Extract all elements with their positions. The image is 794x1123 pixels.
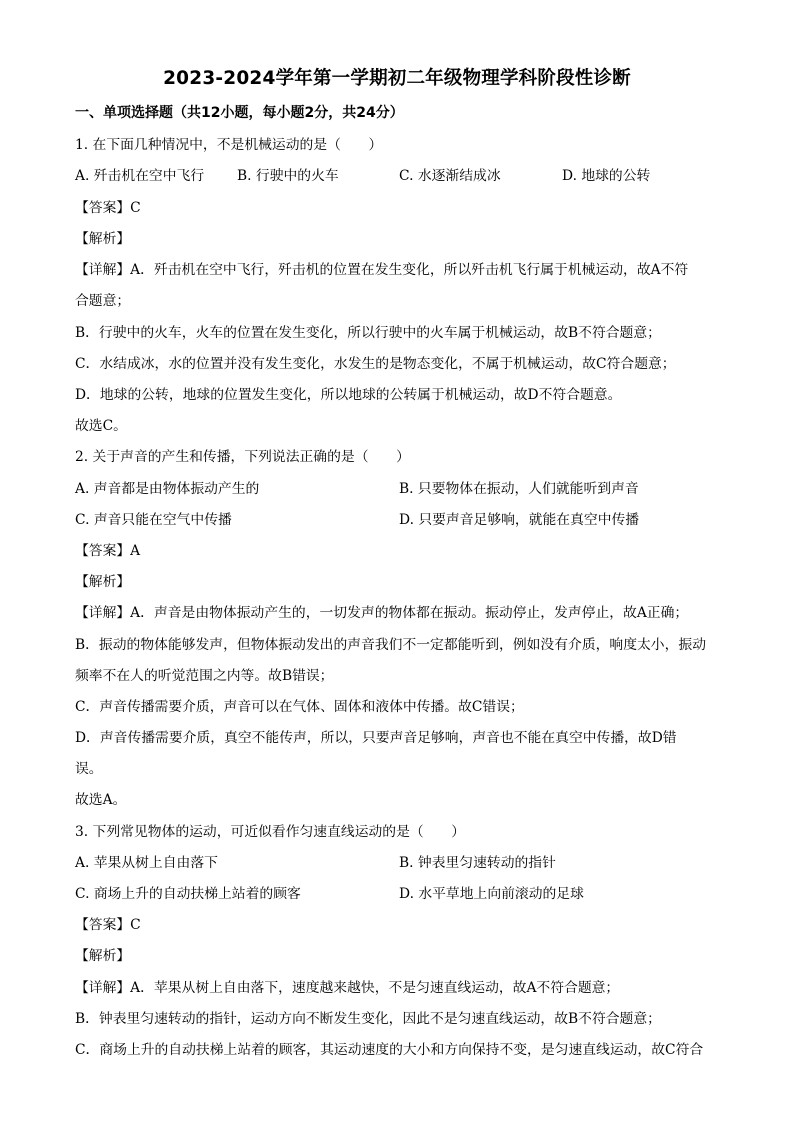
q3-option-b: B. 钟表里匀速转动的指针 [399,855,556,871]
q2-detail-line: 【详解】A．声音是由物体振动产生的，一切发声的物体都在振动。振动停止，发声停止，故A正确； [75,605,689,621]
question-1-stem: 1. 在下面几种情况中，不是机械运动的是（ ） [75,137,383,153]
q1-detail-line: 故选C。 [75,418,127,434]
q2-option-a: A. 声音都是由物体振动产生的 [75,481,260,497]
q2-option-b: B. 只要物体在振动，人们就能听到声音 [399,481,639,497]
q1-option-c: C. 水逐渐结成冰 [399,168,501,184]
q2-detail-line: B．振动的物体能够发声，但物体振动发出的声音我们不一定都能听到，例如没有介质，响度太小，振动 [75,637,706,653]
section-heading: 一、单项选择题（共12小题，每小题2分，共24分） [75,105,404,121]
q2-detail-line: 误。 [75,761,103,777]
q3-option-d: D. 水平草地上向前滚动的足球 [399,886,584,902]
q2-detail-line: 频率不在人的听觉范围之内等。故B错误； [75,668,334,684]
q3-option-c: C. 商场上升的自动扶梯上站着的顾客 [75,886,301,902]
q1-option-b: B. 行驶中的火车 [237,168,339,184]
q1-detail-line: D．地球的公转，地球的位置发生变化，所以地球的公转属于机械运动，故D不符合题意。 [75,387,622,403]
q3-answer: 【答案】C [75,917,141,933]
q3-detail-line: B．钟表里匀速转动的指针，运动方向不断发生变化，因此不是匀速直线运动，故B不符合题意； [75,1011,661,1027]
q1-detail-line: C．水结成冰，水的位置并没有发生变化，水发生的是物态变化，不属于机械运动，故C符合题意； [75,356,676,372]
q3-analysis-label: 【解析】 [75,948,131,964]
q2-answer: 【答案】A [75,543,141,559]
q3-detail-line: 【详解】A．苹果从树上自由落下，速度越来越快，不是匀速直线运动，故A不符合题意； [75,980,620,996]
q2-option-d: D. 只要声音足够响，就能在真空中传播 [399,512,640,528]
q3-option-a: A. 苹果从树上自由落下 [75,855,218,871]
q2-analysis-label: 【解析】 [75,574,131,590]
q1-option-d: D. 地球的公转 [562,168,651,184]
q1-detail-line: 【详解】A．歼击机在空中飞行，歼击机的位置在发生变化，所以歼击机飞行属于机械运动，故A不符 [75,262,689,278]
question-2-stem: 2. 关于声音的产生和传播，下列说法正确的是（ ） [75,449,410,465]
q2-detail-line: D．声音传播需要介质，真空不能传声，所以，只要声音足够响，声音也不能在真空中传播，故D错 [75,730,677,746]
q1-analysis-label: 【解析】 [75,231,131,247]
q2-detail-line: 故选A。 [75,792,127,808]
q1-detail-line: 合题意； [75,293,131,309]
q1-detail-line: B．行驶中的火车，火车的位置在发生变化，所以行驶中的火车属于机械运动，故B不符合题意； [75,325,661,341]
q1-answer: 【答案】C [75,200,141,216]
question-3-stem: 3. 下列常见物体的运动，可近似看作匀速直线运动的是（ ） [75,824,466,840]
q2-detail-line: C．声音传播需要介质，声音可以在气体、固体和液体中传播。故C错误； [75,699,524,715]
q1-option-a: A. 歼击机在空中飞行 [75,168,205,184]
page-title: 2023-2024学年第一学期初二年级物理学科阶段性诊断 [163,68,631,89]
q3-detail-line: C．商场上升的自动扶梯上站着的顾客，其运动速度的大小和方向保持不变，是匀速直线运动，故C符合 [75,1042,704,1058]
q2-option-c: C. 声音只能在空气中传播 [75,512,232,528]
